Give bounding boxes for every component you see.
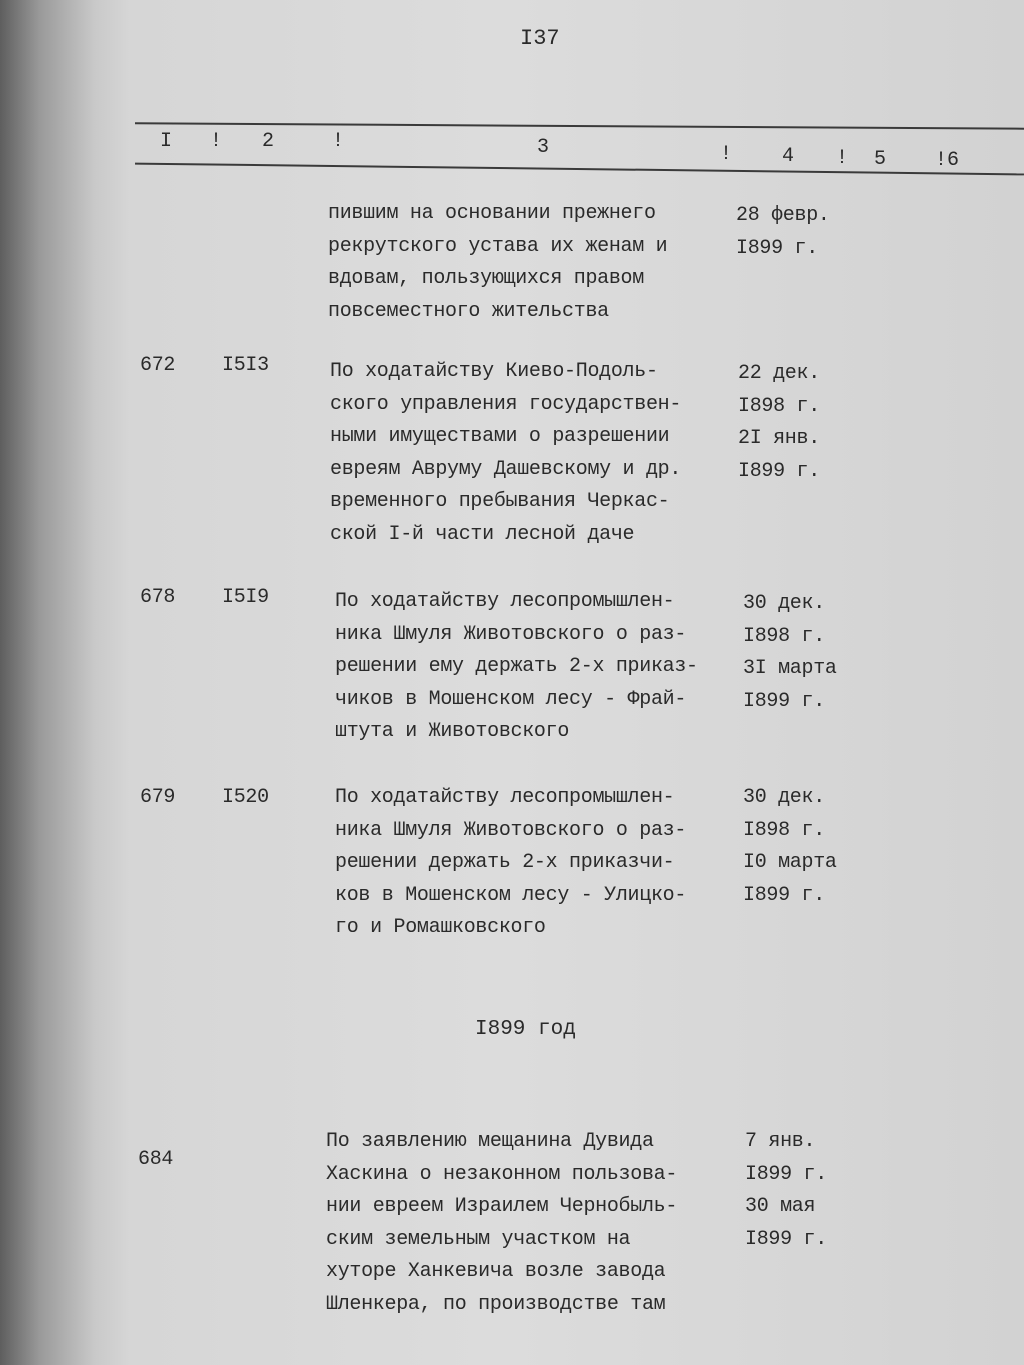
text-line: По заявлению мещанина Дувида [326, 1130, 654, 1153]
text-line: Хаскина о незаконном пользова- [326, 1162, 678, 1186]
entry-text [335, 782, 686, 945]
col-sep: ! [836, 147, 849, 170]
entry-text [326, 1126, 677, 1321]
text-line: евреям Авруму Дашевскому и др. [330, 457, 682, 481]
text-line: повсеместного жительства [328, 299, 609, 323]
text-line: хуторе Ханкевича возле завода [326, 1260, 666, 1283]
text-line: решении держать 2-х приказчи- [335, 851, 675, 874]
entry-code: I520 [222, 786, 269, 809]
entry-dates [743, 782, 837, 912]
date-line: I899 г. [745, 1227, 827, 1251]
text-line: временного пребывания Черкас- [330, 490, 670, 513]
entry-text [330, 356, 681, 551]
text-line: ков в Мошенском лесу - Улицко- [335, 883, 687, 907]
entry-number: 678 [140, 586, 176, 609]
entry-number: 672 [140, 354, 176, 377]
text-line: По ходатайству лесопромышлен- [335, 786, 675, 809]
text-line: ными имуществами о разрешении [330, 425, 670, 448]
col-header-1: I [160, 130, 173, 153]
text-line: По ходатайству Киево-Подоль- [330, 360, 658, 383]
date-line: 30 мая [745, 1195, 816, 1218]
table-header-rule-bottom [135, 163, 1024, 176]
date-line: 22 дек. [738, 362, 820, 385]
date-line: I899 г. [743, 883, 825, 907]
col-sep: ! [720, 143, 733, 166]
text-line: По ходатайству лесопромышлен- [335, 590, 675, 613]
text-line: рекрутского устава их женам и [328, 234, 668, 258]
date-line: I898 г. [743, 818, 825, 842]
text-line: нии евреем Израилем Чернобыль- [326, 1195, 678, 1218]
entry-text [335, 586, 698, 749]
col-header-3: 3 [537, 136, 550, 159]
date-line: 28 февр. [736, 204, 830, 227]
col-sep: ! [210, 130, 223, 153]
entry-number: 679 [140, 786, 176, 809]
date-line: 3I марта [743, 657, 837, 680]
section-heading: I899 год [475, 1018, 576, 1041]
date-line: 7 янв. [745, 1130, 816, 1153]
text-line: ской I-й части лесной даче [330, 522, 635, 546]
page-number: I37 [520, 26, 560, 51]
date-line: I0 марта [743, 851, 837, 874]
col-header-5: 5 [874, 148, 887, 171]
entry-dates [736, 200, 830, 265]
col-header-6: !6 [935, 149, 960, 172]
text-line: пившим на основании прежнего [328, 202, 656, 225]
col-header-4: 4 [782, 145, 795, 168]
text-line: ника Шмуля Животовского о раз- [335, 818, 687, 842]
entry-text [328, 198, 667, 328]
date-line: I899 г. [738, 459, 820, 483]
entry-dates [745, 1126, 827, 1256]
text-line: го и Ромашковского [335, 916, 546, 939]
date-line: 30 дек. [743, 592, 825, 615]
entry-code: I5I3 [222, 354, 269, 377]
date-line: 30 дек. [743, 786, 825, 809]
text-line: ским земельным участком на [326, 1227, 631, 1251]
col-header-2: 2 [262, 130, 275, 153]
text-line: штута и Животовского [335, 720, 570, 743]
text-line: вдовам, пользующихся правом [328, 267, 644, 290]
date-line: I899 г. [736, 236, 818, 260]
text-line: решении ему держать 2-х приказ- [335, 655, 698, 678]
entry-dates [738, 358, 820, 488]
text-line: ника Шмуля Животовского о раз- [335, 622, 687, 646]
col-sep: ! [332, 130, 345, 153]
date-line: I899 г. [743, 689, 825, 713]
text-line: Шленкера, по производстве там [326, 1292, 666, 1316]
text-line: ского управления государствен- [330, 392, 682, 416]
entry-number: 684 [138, 1148, 174, 1171]
date-line: I898 г. [738, 394, 820, 418]
date-line: I899 г. [745, 1162, 827, 1186]
table-header-rule-top [135, 122, 1024, 129]
date-line: 2I янв. [738, 427, 820, 450]
entry-dates [743, 588, 837, 718]
entry-code: I5I9 [222, 586, 269, 609]
text-line: чиков в Мошенском лесу - Фрай- [335, 687, 687, 711]
date-line: I898 г. [743, 624, 825, 648]
